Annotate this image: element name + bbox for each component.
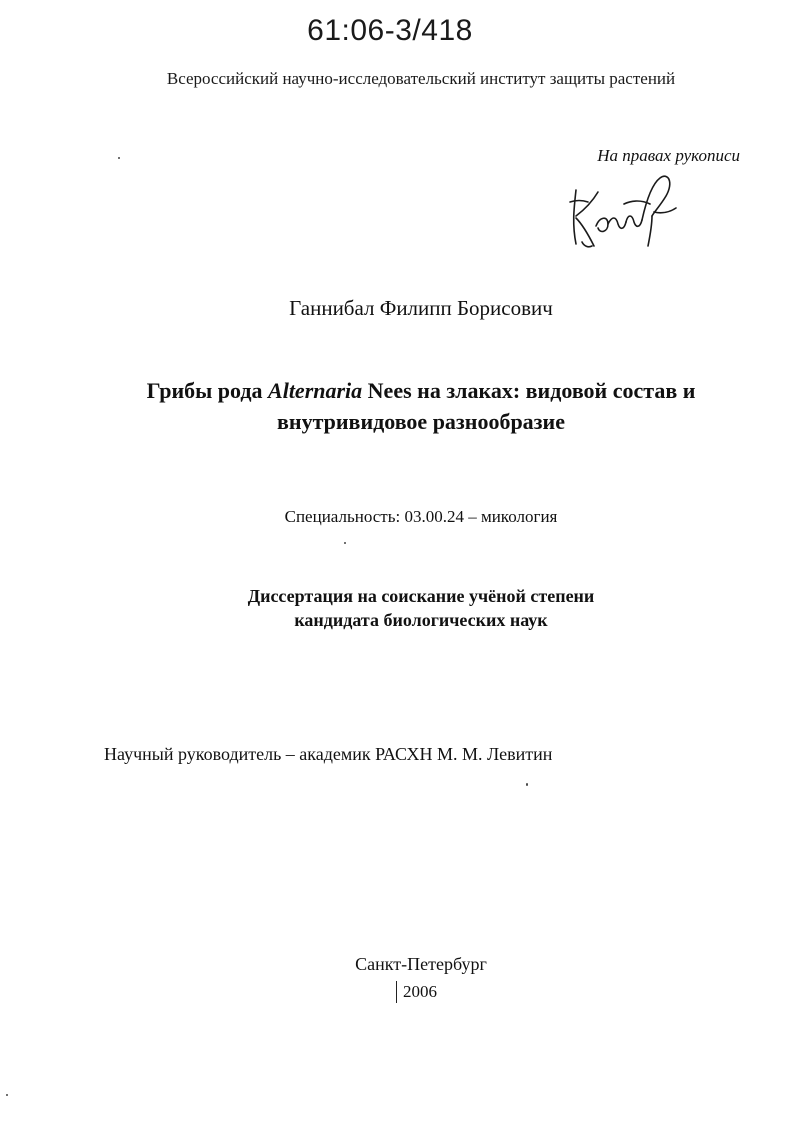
title-genus: Alternaria: [268, 378, 363, 403]
title-part-2: Nees на злаках: видовой состав и: [362, 378, 696, 403]
city: Санкт-Петербург: [355, 954, 487, 974]
scientific-advisor: Научный руководитель – академик РАСХН М. М. Левитин: [104, 744, 553, 764]
thesis-line-1: Диссертация на соискание учёной степени: [247, 586, 595, 606]
author-name: Ганнибал Филипп Борисович: [289, 296, 553, 320]
title-part-1: Грибы рода: [146, 378, 269, 403]
thesis-line-2: кандидата биологических наук: [294, 610, 548, 630]
scan-speck: [344, 542, 346, 544]
handwritten-signature: [562, 172, 686, 258]
scan-speck: [118, 157, 120, 159]
title-line-1: [0, 375, 794, 406]
year: 2006: [396, 981, 437, 1003]
institution-name: Всероссийский научно-исследовательский институт защиты растений: [166, 69, 676, 88]
scan-speck: [6, 1094, 8, 1096]
dissertation-title: [0, 375, 794, 437]
thesis-degree: [0, 584, 794, 632]
scan-speck: [526, 783, 528, 786]
title-line-2: внутривидовое разнообразие: [277, 409, 565, 434]
manuscript-note: На правах рукописи: [597, 146, 740, 165]
archive-code: 61:06-3/418: [307, 14, 473, 47]
specialty: Специальность: 03.00.24 – микология: [284, 507, 558, 526]
